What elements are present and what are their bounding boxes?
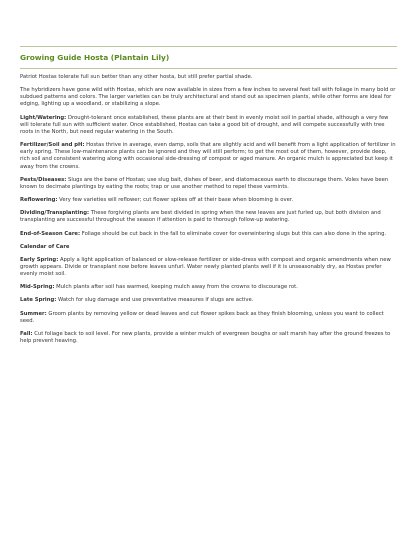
calendar-text: Mulch plants after soil has warmed, keeping mulch away from the crowns to discourage rot. <box>54 284 298 291</box>
section-pests-diseases <box>20 177 398 191</box>
section-fertilizer-soil <box>20 142 398 171</box>
calendar-mid-spring <box>20 284 398 291</box>
top-divider <box>20 46 397 47</box>
calendar-label: Late Spring: <box>20 297 57 304</box>
section-reflowering <box>20 197 398 204</box>
document-body <box>20 74 398 351</box>
calendar-label: Early Spring: <box>20 256 59 263</box>
section-label: End-of-Season Care: <box>20 230 81 237</box>
calendar-text: Cut foliage back to soil level. For new plants, provide a winter mulch of evergreen boughs or salt marsh hay after the ground freezes to help prevent heaving. <box>20 330 391 345</box>
calendar-text: Apply a light application of balanced or slow-release fertilizer or side-dress with compost and organic amendments when new growth appears. Divide or transplant now before leaves unfurl. Water newly planted plants well if it is unseasonably dry, as Hostas prefer evenly moist soil. <box>20 256 391 278</box>
intro-paragraph-2: The hybridizers have gone wild with Hostas, which are now available in sizes from a few inches to several feet tall with foliage in many bold or subdued patterns and colors. The larger varieties can be truly architectural and stand out as specimen plants, while other forms are ideal for edging, lighting up a woodland, or stabilizing a slope. <box>20 87 396 108</box>
section-dividing-transplanting <box>20 210 398 224</box>
section-label: Dividing/Transplanting: <box>20 210 90 217</box>
section-text: Slugs are the bane of Hostas; use slug bait, dishes of beer, and diatomaceous earth to discourage them. Voles have been known to decimate plantings by eating the roots; trap or use another method to repel these varmints. <box>20 176 389 190</box>
section-light-watering <box>20 115 398 136</box>
page-title: Growing Guide Hosta (Plantain Lily) <box>20 53 170 62</box>
section-label: Pests/Diseases: <box>20 176 67 183</box>
section-end-of-season <box>20 231 398 238</box>
section-text: Foliage should be cut back in the fall to eliminate cover for overwintering slugs but this can also done in the spring. <box>80 230 387 237</box>
calendar-early-spring <box>20 257 398 278</box>
calendar-fall <box>20 331 398 345</box>
title-divider <box>20 68 397 69</box>
calendar-label: Fall: <box>20 330 33 337</box>
section-label: Reflowering: <box>20 197 58 204</box>
calendar-label: Mid-Spring: <box>20 284 55 291</box>
section-text: Very few varieties will reflower; cut flower spikes off at their base when blooming is over. <box>57 197 294 204</box>
calendar-heading: Calendar of Care <box>20 243 70 250</box>
calendar-label: Summer: <box>20 310 47 317</box>
section-text: Drought-tolerant once established, these plants are at their best in evenly moist soil in partial shade, although a very few will tolerate full sun with sufficient water. Once established, Hostas can take a good bit of drought, and will compete successfully with tree roots in the North, but need regular watering in the South. <box>20 114 389 135</box>
section-label: Fertilizer/Soil and pH: <box>20 142 85 149</box>
intro-paragraph-1: Patriot Hostas tolerate full sun better than any other hosta, but still prefer partial shade. <box>20 74 253 80</box>
calendar-text: Groom plants by removing yellow or dead leaves and cut flower spikes back as they finish blooming, unless you want to collect seed. <box>20 310 384 324</box>
calendar-text: Watch for slug damage and use preventative measures if slugs are active. <box>56 297 254 304</box>
calendar-summer <box>20 311 398 325</box>
calendar-late-spring <box>20 297 398 304</box>
section-text: These forgiving plants are best divided in spring when the new leaves are just furled up, but both division and transplanting are successful throughout the season if attention is paid to thorough follow-up watering. <box>20 210 381 224</box>
section-label: Light/Watering: <box>20 114 67 121</box>
section-text: Hostas thrive in average, even damp, soils that are slightly acid and will benefit from a light application of fertilizer in early spring. These low-maintenance plants can be ignored and they will still perform; to get the most out of them, however, provide deep, rich soil and consistent watering along with occasional side-dressing of compost or aged manure. An organic mulch is appreciated but keep it away from the crowns. <box>20 142 396 170</box>
